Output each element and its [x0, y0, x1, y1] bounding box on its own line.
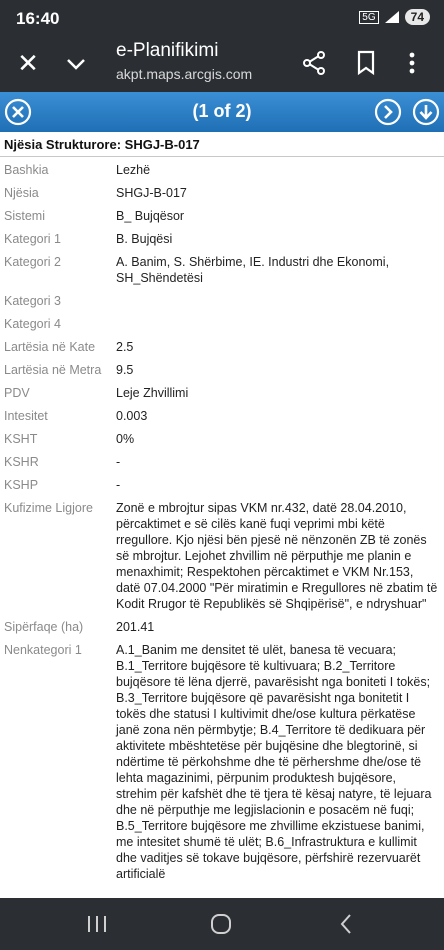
status-bar [0, 0, 444, 36]
download-icon[interactable] [412, 98, 440, 126]
attribute-row [0, 500, 444, 612]
system-nav-bar [0, 898, 444, 950]
attribute-value [116, 316, 440, 332]
browser-toolbar [0, 36, 444, 92]
attribute-row [0, 454, 444, 470]
attribute-value [116, 293, 440, 309]
attribute-row [0, 339, 444, 355]
popup-header [0, 92, 444, 132]
attribute-label: Kategori 2 [4, 255, 61, 269]
attribute-label: Intesitet [4, 409, 48, 423]
attribute-row [0, 362, 444, 378]
attribute-label: Njësia [4, 186, 39, 200]
home-icon[interactable] [210, 913, 232, 935]
status-icons [359, 9, 430, 25]
attribute-label: Kufizime Ligjore [4, 501, 93, 515]
signal-icon [385, 11, 399, 23]
page-title: e-Planifikimi [116, 40, 219, 61]
close-icon[interactable]: ✕ [17, 48, 39, 78]
feature-title: Njësia Strukturore: SHGJ-B-017 [4, 137, 200, 152]
status-time: 16:40 [16, 9, 60, 28]
attribute-value: 0% [116, 432, 135, 446]
attribute-label: Bashkia [4, 163, 49, 177]
attribute-row [0, 431, 444, 447]
attribute-table [0, 162, 444, 889]
attribute-label: Kategori 4 [4, 317, 61, 331]
attribute-value: 201.41 [116, 620, 155, 634]
attribute-value: 0.003 [116, 409, 148, 423]
attribute-row [0, 208, 444, 224]
battery-indicator: 74 [405, 9, 430, 25]
page-url: akpt.maps.arcgis.com [116, 66, 253, 82]
bookmark-icon[interactable] [356, 50, 376, 76]
next-feature-icon[interactable] [374, 98, 402, 126]
attribute-row [0, 293, 444, 309]
network-indicator: 5G [359, 11, 378, 24]
attribute-value: A. Banim, S. Shërbime, IE. Industri dhe Ekonomi, SH_Shëndetësi [116, 255, 390, 285]
attribute-value: SHGJ-B-017 [116, 186, 187, 200]
attribute-row [0, 408, 444, 424]
attribute-row [0, 385, 444, 401]
attribute-label: Kategori 3 [4, 294, 61, 308]
attribute-label: PDV [4, 386, 30, 400]
back-icon[interactable] [338, 913, 354, 935]
attribute-row [0, 185, 444, 201]
attribute-label: KSHR [4, 455, 39, 469]
attribute-row [0, 477, 444, 493]
attribute-value: B. Bujqësi [116, 232, 173, 246]
attribute-value: - [116, 455, 121, 469]
divider [0, 156, 444, 157]
attribute-row [0, 316, 444, 332]
attribute-value: Leje Zhvillimi [116, 386, 189, 400]
attribute-value: A.1_Banim me densitet të ulët, banesa të vecuara; B.1_Territore bujqësore të kultivuara; B.2_Territore bujqësore të lëna djerrë, pavarësisht nga boniteti I tokës; B.3_Territore bujqësore që pavarësisht nga bonitetit I tokës dhe statusi I kultivimit dhe/ose kultura përkatëse janë zona nën përmbytje; B.4_Territore të dedikuara për aktivitete mbështetëse për bujqësine dhe blegtorinë, si ndërtime të përkohshme dhe të përhershme dhe/ose të lehta magazinimi, përpunim produktesh bujqësore, strehim për kafshët dhe të tjera të kësaj natyre, të lejuara dhe në përputhje me legjislacionin e posacëm në fuqi; B.5_Territore bujqësore me zhvillime ekzistuese banimi, me intesitet shumë të ulët; B.6_Infrastruktura e kullimit dhe vaditjes së tokave bujqësore, përfshirë rezervuarët artificialë [116, 643, 432, 881]
share-icon[interactable] [302, 50, 326, 76]
attribute-label: Kategori 1 [4, 232, 61, 246]
attribute-value: B_ Bujqësor [116, 209, 185, 223]
attribute-label: Sipërfaqe (ha) [4, 620, 84, 634]
attribute-row [0, 642, 444, 882]
attribute-value: 2.5 [116, 340, 134, 354]
recents-icon[interactable] [86, 914, 108, 934]
attribute-value: - [116, 478, 121, 492]
pager-label: (1 of 2) [192, 101, 252, 121]
attribute-label: Nenkategori 1 [4, 643, 82, 657]
attribute-label: Sistemi [4, 209, 45, 223]
attribute-label: KSHT [4, 432, 38, 446]
more-options-icon[interactable] [408, 50, 416, 76]
attribute-label: KSHP [4, 478, 39, 492]
attribute-label: Lartësia në Kate [4, 340, 96, 354]
attribute-value: Lezhë [116, 163, 151, 177]
attribute-value: Zonë e mbrojtur sipas VKM nr.432, datë 28.04.2010, përcaktimet e së cilës kanë fuqi veprimi mbi këtë rregullore. Kjo njësi bën pjesë në nënzonën ZB të zonës së mbrojtur. Lejohet zhvillim në përputhje me planin e menaxhimit; Respektohen përcaktimet e VKM Nr.153, datë 07.04.2000 "Për miratimin e Rregullores në zbatim të Kodit Rrugor të Republikës së Shqipërisë", e ndryshuar" [116, 501, 438, 611]
attribute-label: Lartësia në Metra [4, 363, 102, 377]
attribute-value: 9.5 [116, 363, 134, 377]
chevron-down-icon[interactable] [64, 52, 88, 76]
attribute-row [0, 254, 444, 286]
attribute-row [0, 231, 444, 247]
attribute-row [0, 619, 444, 635]
attribute-row [0, 162, 444, 178]
